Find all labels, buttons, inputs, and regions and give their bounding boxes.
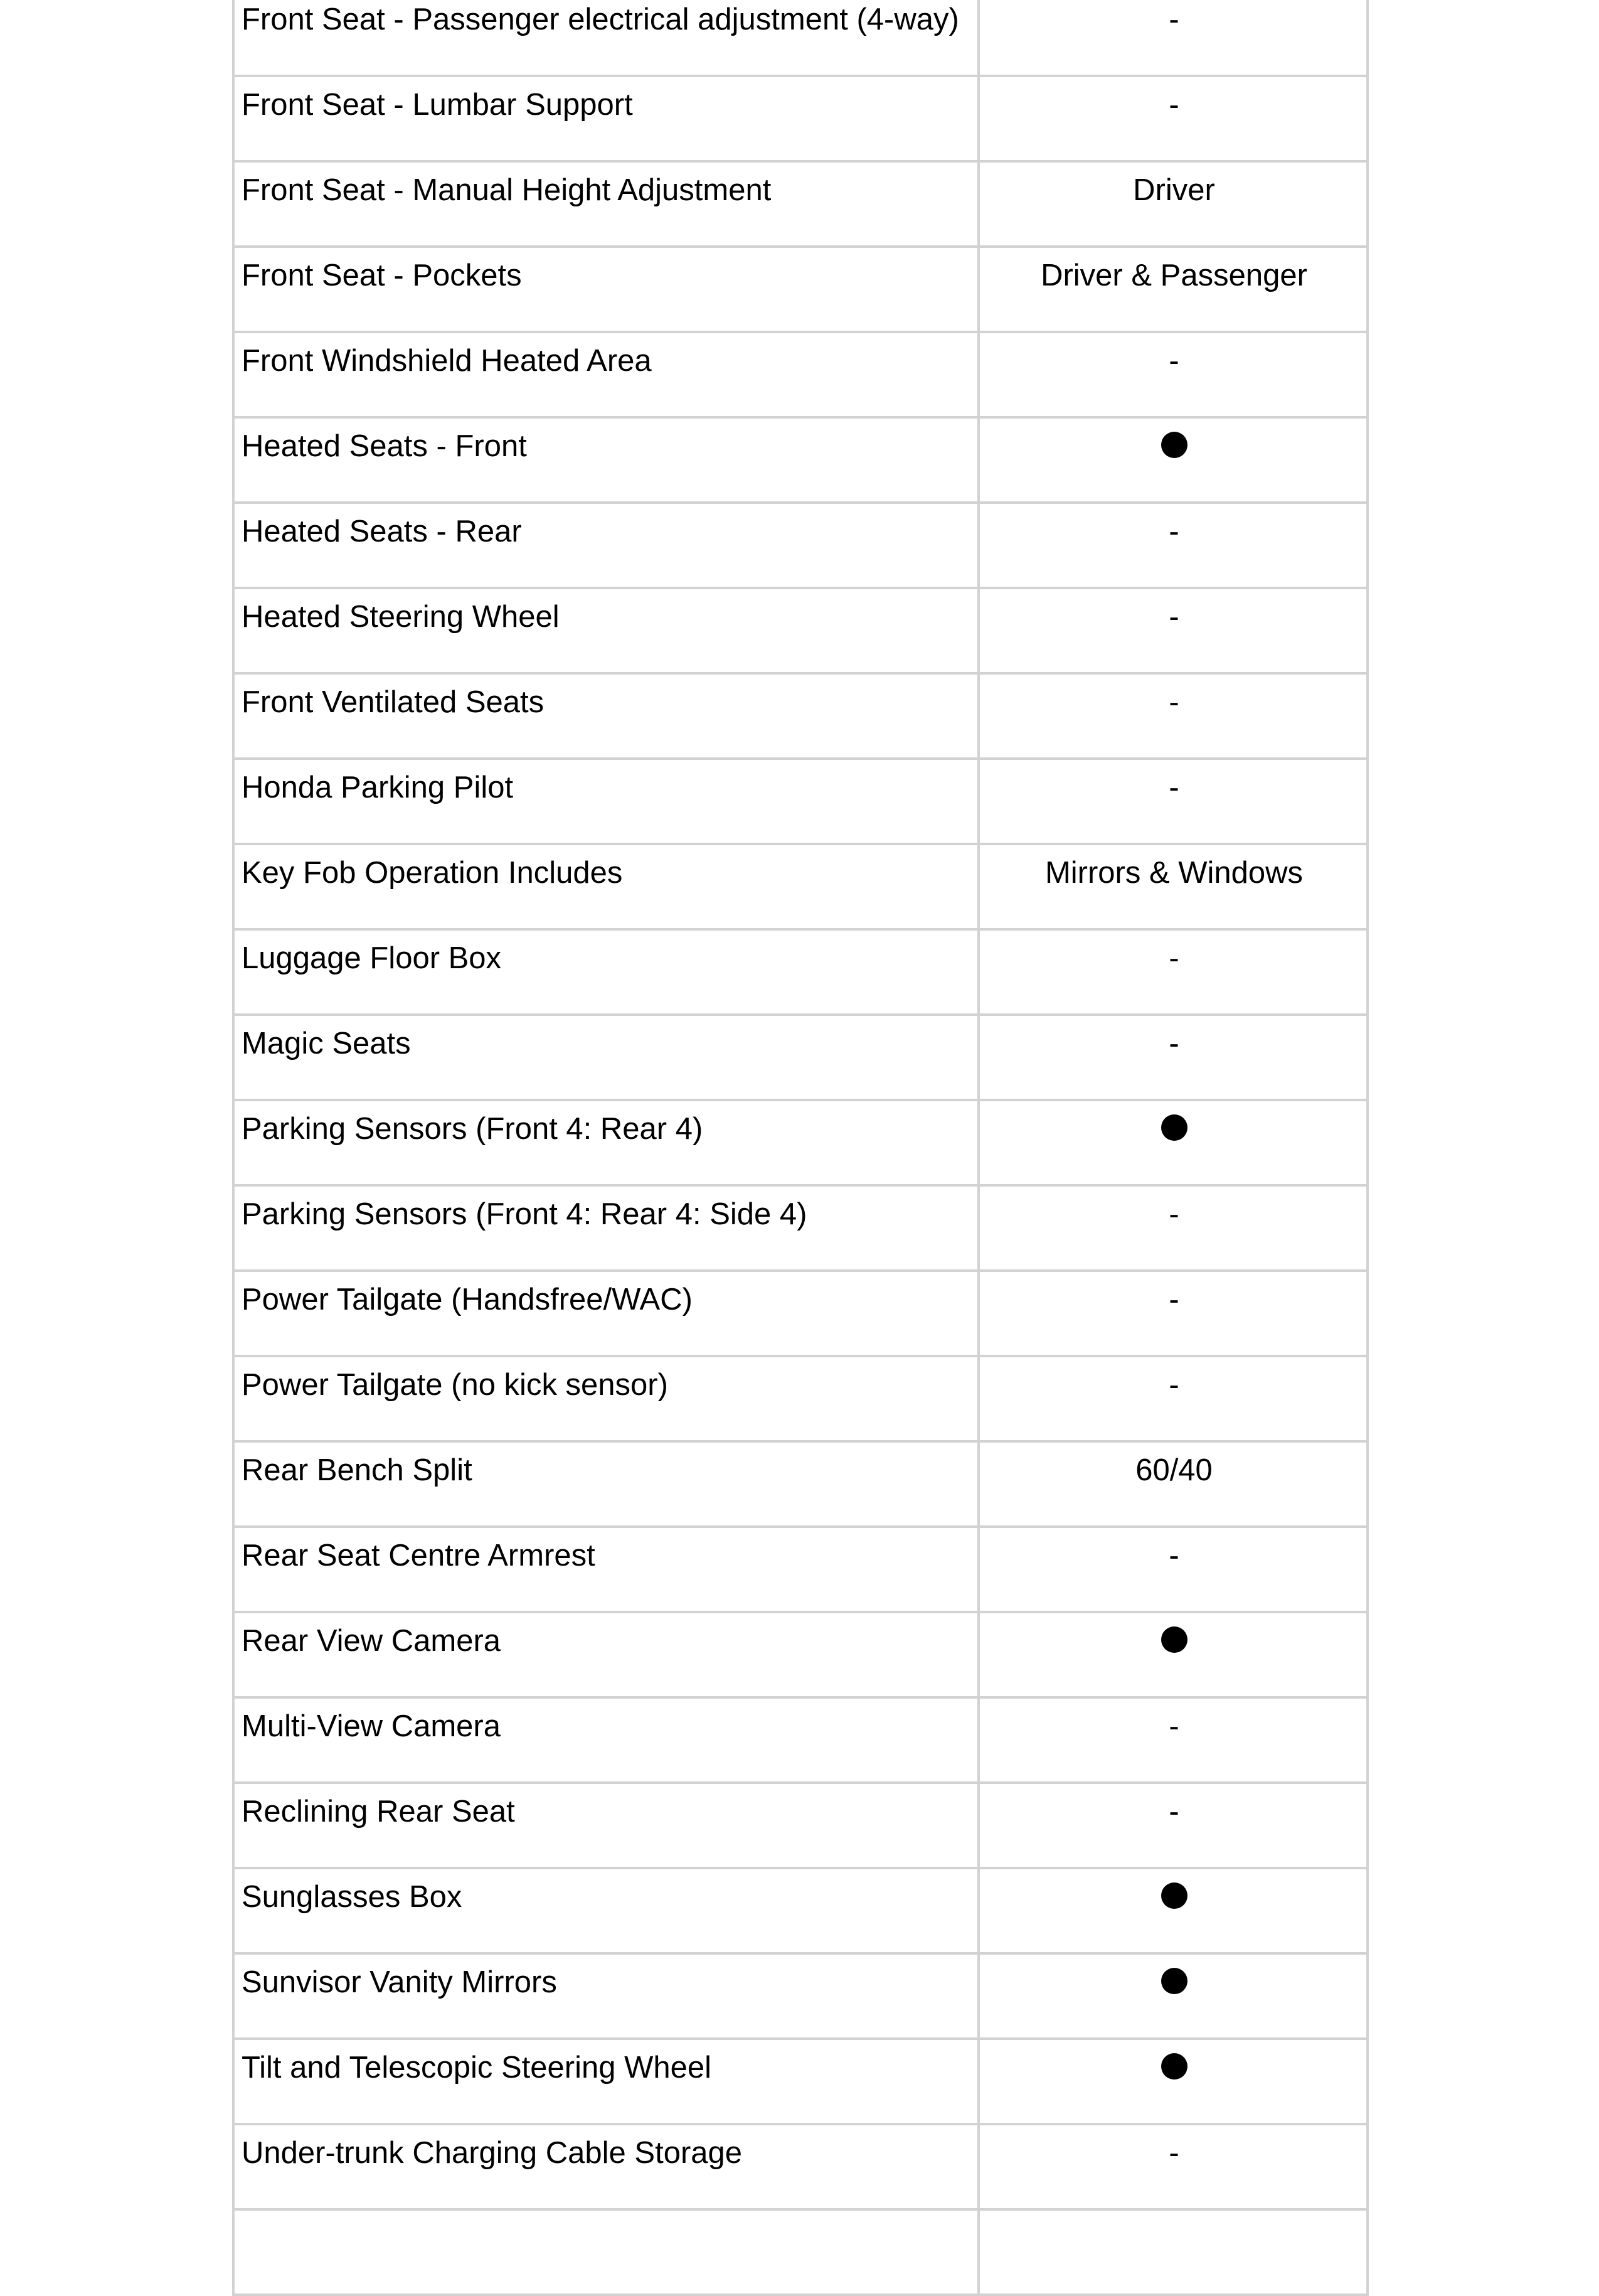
table-row — [233, 2039, 1368, 2124]
feature-name-cell: Magic Seats — [233, 1015, 979, 1100]
table-row — [233, 0, 1368, 76]
feature-name-cell: Parking Sensors (Front 4: Rear 4: Side 4) — [233, 1185, 979, 1271]
feature-name-cell: Sunvisor Vanity Mirrors — [233, 1953, 979, 2039]
feature-name-cell: Front Seat - Passenger electrical adjustment (4-way) — [233, 0, 979, 76]
feature-name-cell: Multi-View Camera — [233, 1697, 979, 1783]
table-row — [233, 417, 1368, 503]
feature-value-cell: - — [979, 929, 1368, 1015]
feature-name-cell: Luggage Floor Box — [233, 929, 979, 1015]
table-row — [233, 759, 1368, 844]
table-row — [233, 1612, 1368, 1697]
feature-name-cell — [233, 2209, 979, 2295]
feature-name-cell: Parking Sensors (Front 4: Rear 4) — [233, 1100, 979, 1185]
feature-name-cell: Heated Steering Wheel — [233, 588, 979, 673]
feature-value-cell: - — [979, 1271, 1368, 1356]
table-row — [233, 332, 1368, 417]
feature-value-cell: - — [979, 759, 1368, 844]
table-row — [233, 2209, 1368, 2295]
table-row — [233, 844, 1368, 929]
feature-value-cell — [979, 1868, 1368, 1953]
table-row — [233, 1271, 1368, 1356]
feature-value-cell: - — [979, 1697, 1368, 1783]
table-row — [233, 1356, 1368, 1441]
feature-name-cell: Rear Bench Split — [233, 1441, 979, 1527]
feature-value-cell: - — [979, 1783, 1368, 1868]
feature-name-cell: Power Tailgate (no kick sensor) — [233, 1356, 979, 1441]
feature-value-cell: - — [979, 503, 1368, 588]
feature-value-cell — [979, 1953, 1368, 2039]
feature-name-cell: Reclining Rear Seat — [233, 1783, 979, 1868]
feature-name-cell: Heated Seats - Rear — [233, 503, 979, 588]
table-row — [233, 1100, 1368, 1185]
feature-value-cell — [979, 1100, 1368, 1185]
included-dot-icon — [1161, 1114, 1187, 1141]
feature-value-cell — [979, 417, 1368, 503]
feature-name-cell: Under-trunk Charging Cable Storage — [233, 2124, 979, 2209]
included-dot-icon — [1161, 1968, 1187, 1994]
feature-value-cell: - — [979, 1527, 1368, 1612]
feature-value-cell — [979, 1612, 1368, 1697]
feature-value-cell: - — [979, 673, 1368, 759]
feature-value-cell: - — [979, 1356, 1368, 1441]
feature-value-cell — [979, 2209, 1368, 2295]
table-row — [233, 2124, 1368, 2209]
feature-value-cell: - — [979, 76, 1368, 161]
feature-name-cell: Rear Seat Centre Armrest — [233, 1527, 979, 1612]
table-row — [233, 503, 1368, 588]
feature-name-cell: Honda Parking Pilot — [233, 759, 979, 844]
table-row — [233, 1868, 1368, 1953]
table-row — [233, 929, 1368, 1015]
included-dot-icon — [1161, 1626, 1187, 1653]
feature-name-cell: Front Windshield Heated Area — [233, 332, 979, 417]
feature-name-cell: Front Ventilated Seats — [233, 673, 979, 759]
table-row — [233, 673, 1368, 759]
feature-value-cell: Driver & Passenger — [979, 247, 1368, 332]
feature-value-cell: - — [979, 0, 1368, 76]
feature-value-cell: 60/40 — [979, 1441, 1368, 1527]
feature-value-cell: - — [979, 1185, 1368, 1271]
feature-name-cell: Front Seat - Lumbar Support — [233, 76, 979, 161]
feature-value-cell: Driver — [979, 161, 1368, 247]
table-row — [233, 76, 1368, 161]
feature-value-cell: Mirrors & Windows — [979, 844, 1368, 929]
included-dot-icon — [1161, 432, 1187, 458]
table-row — [233, 1015, 1368, 1100]
table-row — [233, 1185, 1368, 1271]
table-row — [233, 588, 1368, 673]
table-row — [233, 1783, 1368, 1868]
feature-value-cell — [979, 2039, 1368, 2124]
included-dot-icon — [1161, 2053, 1187, 2080]
table-row — [233, 1441, 1368, 1527]
feature-name-cell: Tilt and Telescopic Steering Wheel — [233, 2039, 979, 2124]
vehicle-features-table — [232, 0, 1369, 2296]
table-row — [233, 161, 1368, 247]
feature-name-cell: Power Tailgate (Handsfree/WAC) — [233, 1271, 979, 1356]
feature-name-cell: Key Fob Operation Includes — [233, 844, 979, 929]
feature-value-cell: - — [979, 2124, 1368, 2209]
feature-name-cell: Front Seat - Pockets — [233, 247, 979, 332]
feature-name-cell: Heated Seats - Front — [233, 417, 979, 503]
table-row — [233, 1527, 1368, 1612]
feature-name-cell: Rear View Camera — [233, 1612, 979, 1697]
included-dot-icon — [1161, 1882, 1187, 1909]
spec-table-container — [232, 0, 1369, 2296]
features-table-body — [233, 0, 1368, 2295]
feature-value-cell: - — [979, 1015, 1368, 1100]
feature-name-cell: Front Seat - Manual Height Adjustment — [233, 161, 979, 247]
table-row — [233, 1697, 1368, 1783]
table-row — [233, 247, 1368, 332]
feature-name-cell: Sunglasses Box — [233, 1868, 979, 1953]
feature-value-cell: - — [979, 588, 1368, 673]
feature-value-cell: - — [979, 332, 1368, 417]
table-row — [233, 1953, 1368, 2039]
